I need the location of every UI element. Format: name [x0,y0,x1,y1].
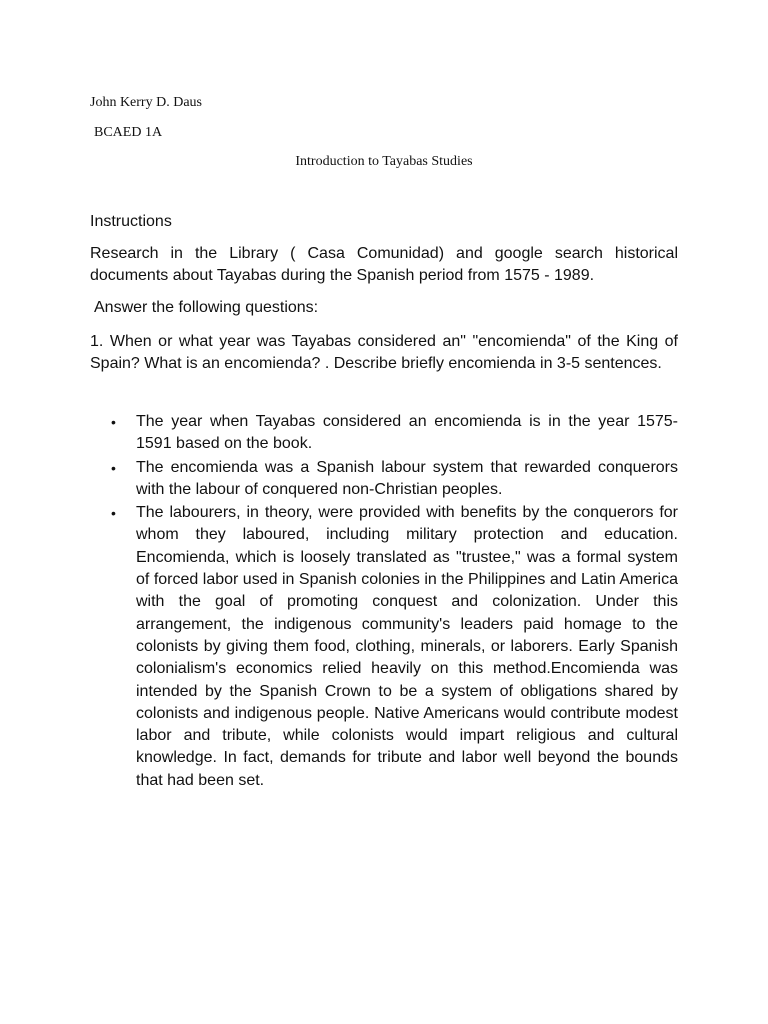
bullet-icon: • [111,414,116,430]
answer-list [90,411,678,793]
question-1: 1. When or what year was Tayabas considered an" "encomienda" of the King of Spain? What is an encomienda? . Describe briefly encomienda in 3-5 sentences. [90,333,678,372]
bullet-icon: • [111,459,116,476]
list-item [90,457,678,502]
answer-text: The encomienda was a Spanish labour system that rewarded conquerors with the labour of conquered non-Christian peoples. [136,458,678,498]
list-item [90,502,678,792]
bullet-icon: • [111,505,116,522]
section-label: BCAED 1A [94,125,163,140]
research-paragraph: Research in the Library ( Casa Comunidad) and google search historical documents about Tayabas during the Spanish period from 1575 - 1989. [90,245,678,284]
answer-text: The labourers, in theory, were provided with benefits by the conquerors for whom they laboured, including military protection and education. Encomienda, which is loosely translated as "trustee," was a formal system of forced labor used in Spanish colonies in the Philippines and Latin America with the goal of promoting conquest and colonization. Under this arrangement, the indigenous community's leaders paid homage to the colonists by giving them food, clothing, minerals, or laborers. Early Spanish colonialism's economics relied heavily on this method.Encomienda was intended by the Spanish Crown to be a system of obligations shared by colonists and indigenous people. Native Americans would contribute modest labor and tribute, while colonists would impart religious and cultural knowledge. In fact, demands for tribute and labor well beyond the bounds that had been set. [136,504,678,789]
author-name: John Kerry D. Daus [90,95,202,110]
answer-prompt: Answer the following questions: [94,299,319,316]
answer-text: The year when Tayabas considered an encomienda is in the year 1575-1591 based on the book. [136,413,678,453]
instructions-heading: Instructions [90,213,172,230]
list-item [90,411,678,456]
course-title: Introduction to Tayabas Studies [295,154,473,169]
